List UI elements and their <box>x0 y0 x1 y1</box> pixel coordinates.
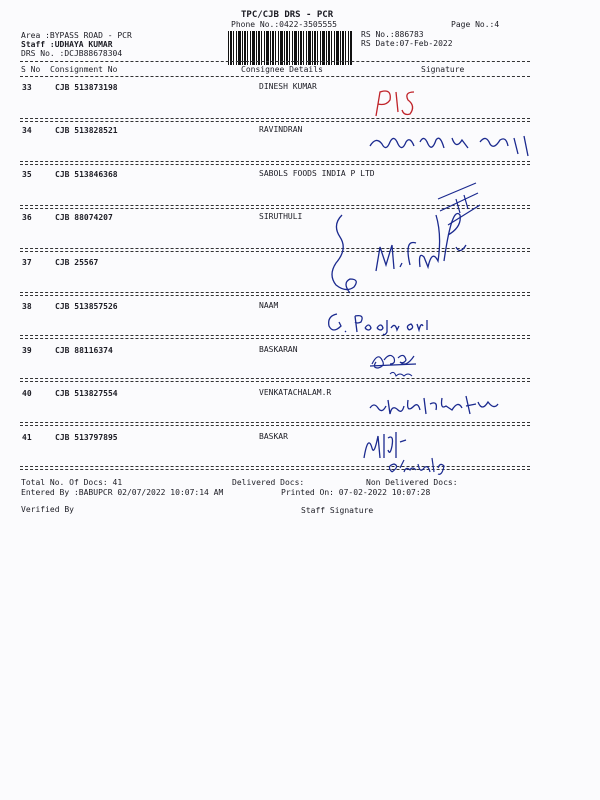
row-consignee: SIRUTHULI <box>259 212 303 221</box>
row-consignee: BASKAR <box>259 432 288 441</box>
signature-row41 <box>360 428 450 478</box>
staff-signature-label: Staff Signature <box>301 506 374 515</box>
col-sno: S No <box>21 65 41 74</box>
row-sno: 33 <box>22 83 32 92</box>
rs-date: RS Date:07-Feb-2022 <box>361 39 453 48</box>
delivered-docs: Delivered Docs: <box>232 478 305 487</box>
divider <box>20 469 530 470</box>
divider <box>20 118 530 119</box>
row-consignment: CJB 513827554 <box>55 389 118 398</box>
divider <box>20 161 530 162</box>
row-sno: 41 <box>22 433 32 442</box>
divider <box>20 381 530 382</box>
divider <box>20 425 530 426</box>
report-title: TPC/CJB DRS - PCR <box>241 10 334 20</box>
printed-on: Printed On: 07-02-2022 10:07:28 <box>281 488 431 497</box>
row-consignment: CJB 513857526 <box>55 302 118 311</box>
divider <box>20 422 530 423</box>
signature-row33 <box>370 86 430 120</box>
row-consignee: BASKARAN <box>259 345 298 354</box>
row-consignee: DINESH KUMAR <box>259 82 317 91</box>
row-consignment: CJB 88074207 <box>55 213 113 222</box>
divider <box>20 76 530 77</box>
col-consignment: Consignment No <box>50 65 118 74</box>
divider <box>20 121 530 122</box>
row-consignee: VENKATACHALAM.R <box>259 388 332 397</box>
area-label: Area :BYPASS ROAD - PCR <box>21 31 132 40</box>
col-signature: Signature <box>421 65 465 74</box>
phone-number: Phone No.:0422-3505555 <box>231 20 337 29</box>
row-sno: 35 <box>22 170 32 179</box>
row-consignment: CJB 513846368 <box>55 170 118 179</box>
row-consignee: NAAM <box>259 301 279 310</box>
non-delivered-docs: Non Delivered Docs: <box>366 478 458 487</box>
drs-number: DRS No. :DCJB88678304 <box>21 49 123 58</box>
signature-row34 <box>368 128 538 160</box>
divider <box>20 378 530 379</box>
row-sno: 34 <box>22 126 32 135</box>
row-sno: 40 <box>22 389 32 398</box>
row-sno: 38 <box>22 302 32 311</box>
page-number: Page No.:4 <box>451 20 500 29</box>
total-docs: Total No. Of Docs: 41 <box>21 478 123 487</box>
divider <box>20 466 530 467</box>
signature-row39 <box>368 346 428 380</box>
row-sno: 37 <box>22 258 32 267</box>
row-consignment: CJB 513828521 <box>55 126 118 135</box>
barcode <box>228 31 352 65</box>
signature-row38 <box>325 308 435 336</box>
rs-number: RS No.:886783 <box>361 30 424 39</box>
col-consignee: Consignee Details <box>241 65 323 74</box>
row-consignment: CJB 88116374 <box>55 346 113 355</box>
verified-by: Verified By <box>21 505 74 514</box>
row-consignee: SABOLS FOODS INDIA P LTD <box>259 169 375 178</box>
row-consignment: CJB 513797895 <box>55 433 118 442</box>
row-consignment: CJB 25567 <box>55 258 99 267</box>
staff-label: Staff :UDHAYA KUMAR <box>21 40 113 49</box>
row-consignee: RAVINDRAN <box>259 125 303 134</box>
divider <box>20 61 530 62</box>
row-consignment: CJB 513873198 <box>55 83 118 92</box>
divider <box>20 164 530 165</box>
entered-by: Entered By :BABUPCR 02/07/2022 10:07:14 AM <box>21 488 224 497</box>
signature-row40 <box>366 392 516 422</box>
row-sno: 39 <box>22 346 32 355</box>
row-sno: 36 <box>22 213 32 222</box>
